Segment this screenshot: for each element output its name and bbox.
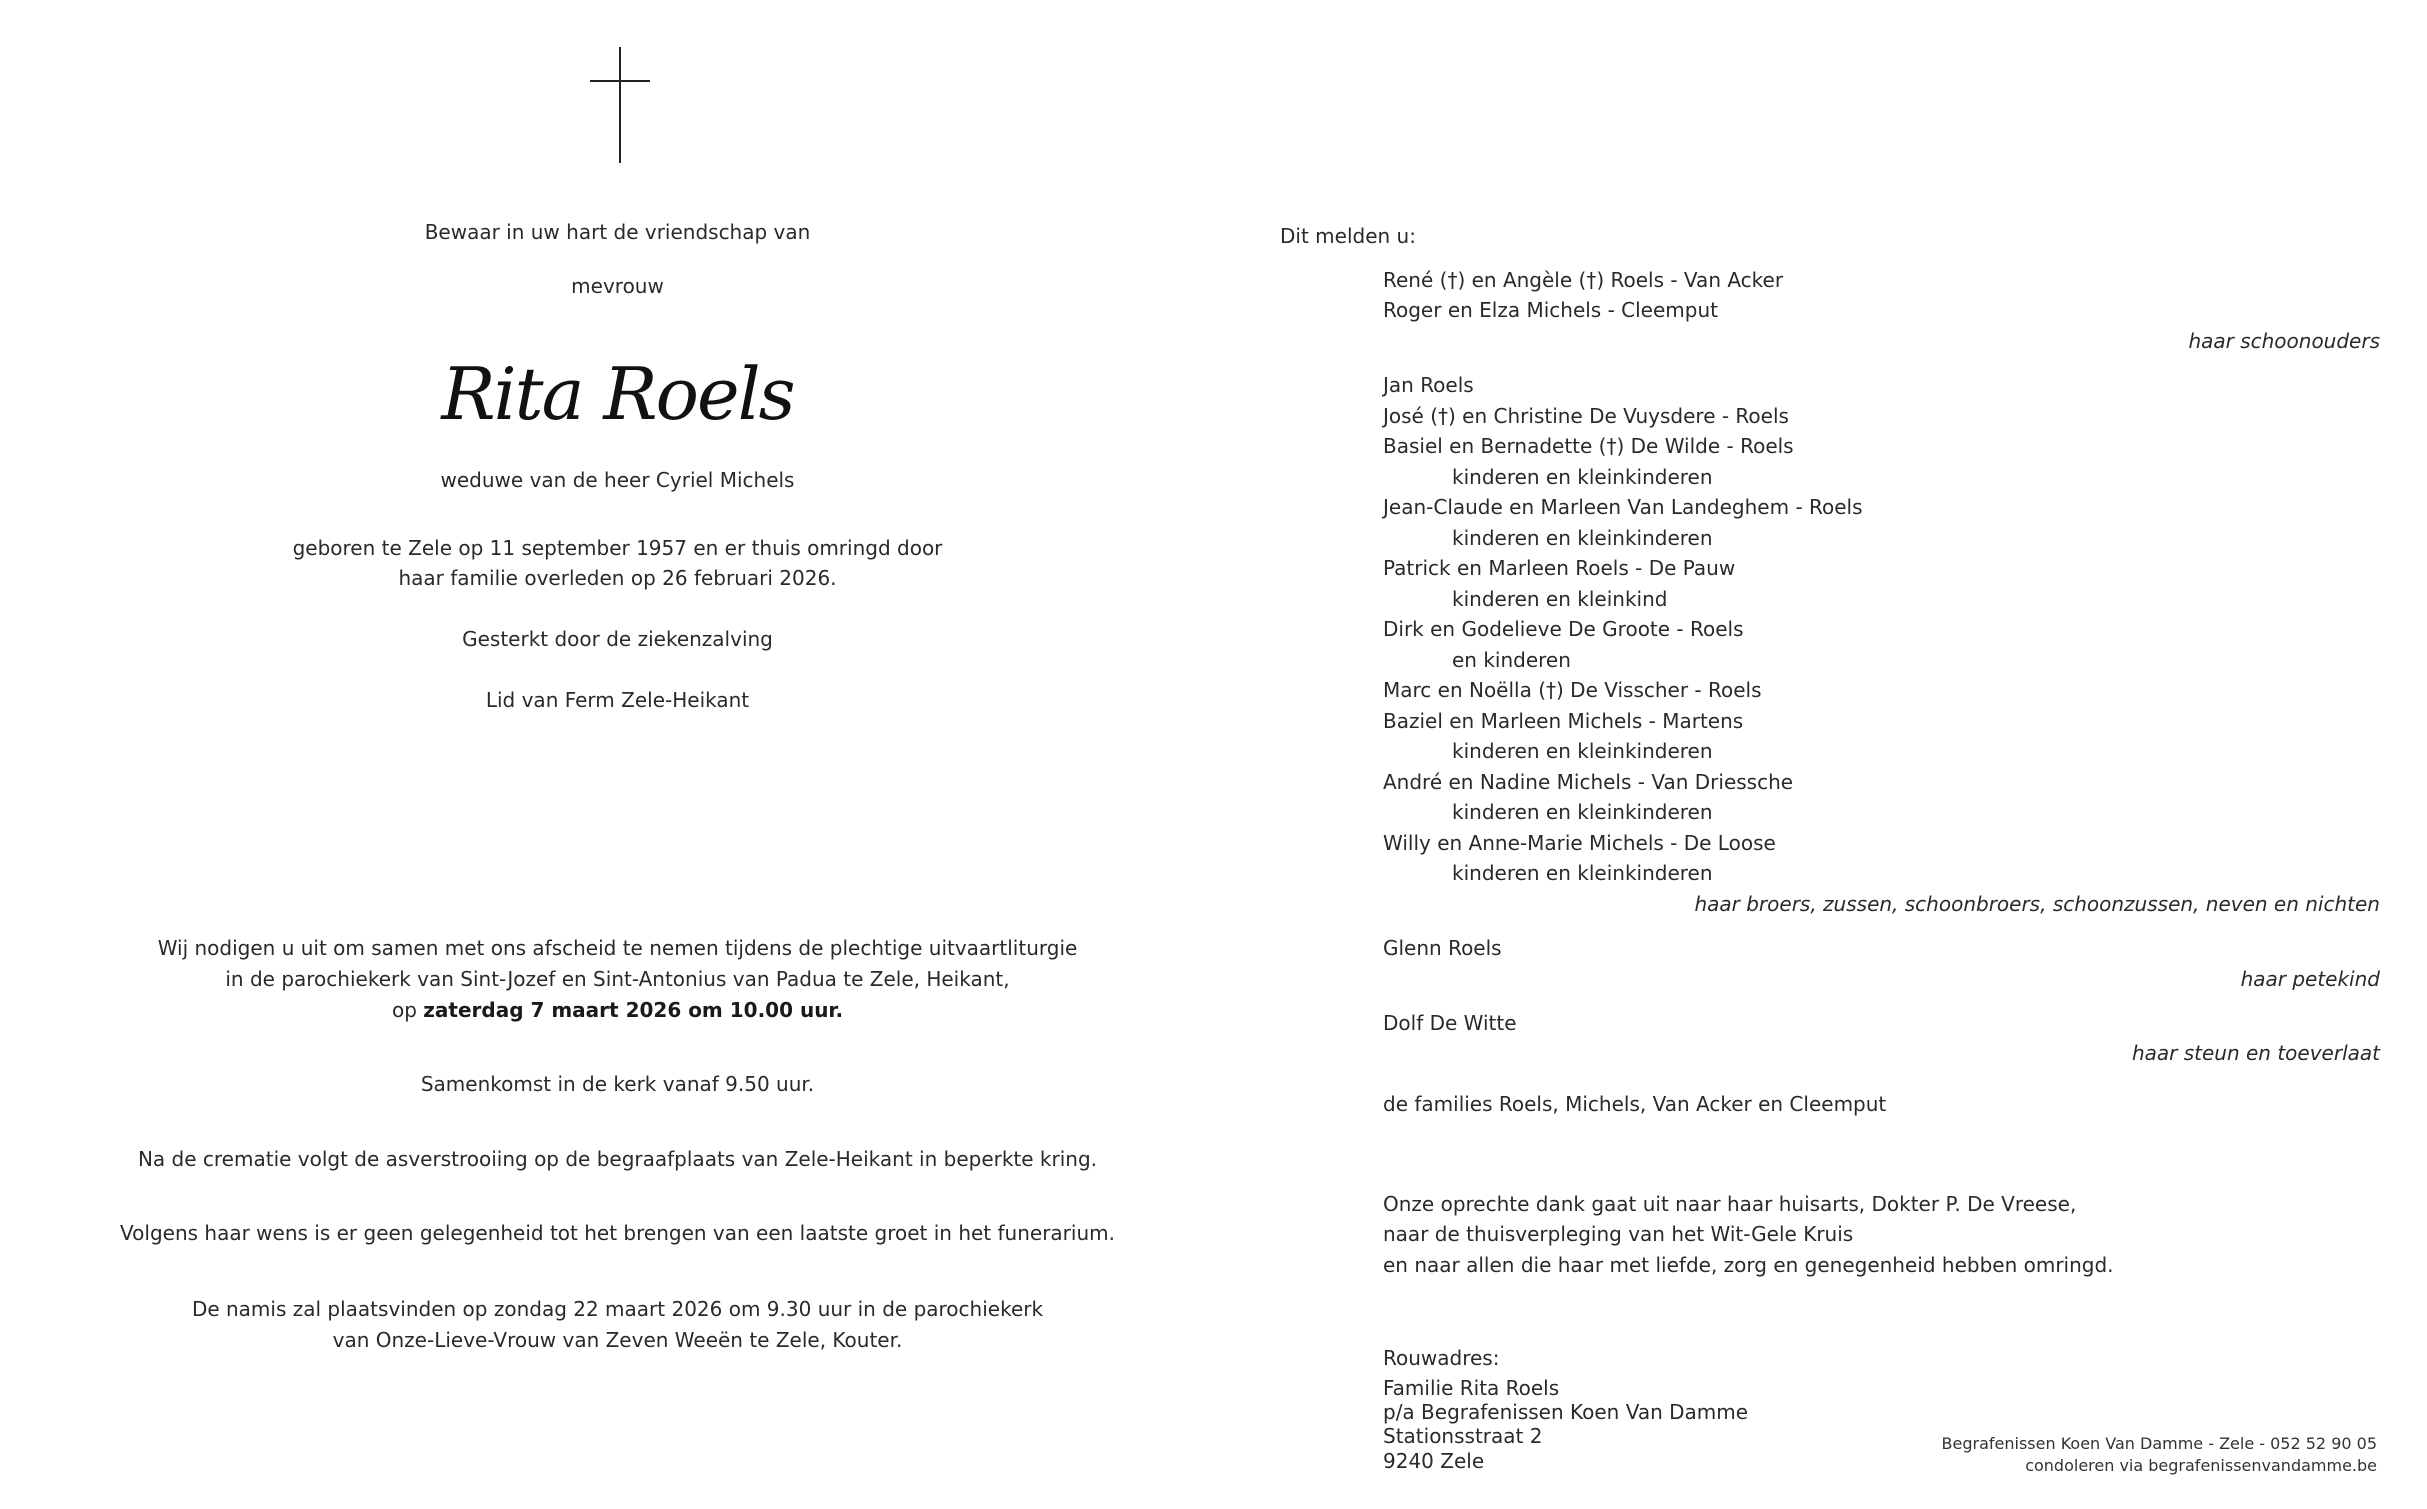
sibling-name: Patrick en Marleen Roels - De Pauw [1383,556,1736,580]
address-label: Rouwadres: [1383,1346,1500,1370]
condolence-link: condoleren via begrafenissenvandamme.be [2025,1456,2377,1475]
spouse-text: weduwe van de heer Cyriel Michels [440,468,795,492]
sibling-descendants: kinderen en kleinkinderen [1452,800,1713,824]
address-line: Stationsstraat 2 [1383,1424,1543,1448]
thanks-line-2: naar de thuisverpleging van het Wit-Gele Kruis [1383,1222,1854,1246]
mass-line-1: De namis zal plaatsvinden op zondag 22 maart 2026 om 9.30 uur in de parochiekerk [191,1297,1044,1321]
sibling-name: Baziel en Marleen Michels - Martens [1383,709,1744,733]
thanks-line-1: Onze oprechte dank gaat uit naar haar huisarts, Dokter P. De Vreese, [1383,1192,2077,1216]
sibling-descendants: kinderen en kleinkind [1452,587,1668,611]
born-line-1: geboren te Zele op 11 september 1957 en er thuis omringd door [292,536,943,560]
sibling-name: Marc en Noëlla (†) De Visscher - Roels [1383,678,1762,702]
godchild-name: Glenn Roels [1383,936,1502,960]
sibling-name: Basiel en Bernadette (†) De Wilde - Roels [1383,434,1794,458]
families-text: de families Roels, Michels, Van Acker en Cleemput [1383,1092,1887,1116]
born-line-2: haar familie overleden op 26 februari 2026. [398,566,837,590]
sibling-name: Jean-Claude en Marleen Van Landeghem - Roels [1383,495,1863,519]
sibling-descendants: kinderen en kleinkinderen [1452,861,1713,885]
sibling-name: André en Nadine Michels - Van Driessche [1383,770,1794,794]
sibling-name: Willy en Anne-Marie Michels - De Loose [1383,831,1776,855]
invite-line-3 [90,998,1145,1022]
parents-line-2: Roger en Elza Michels - Cleemput [1383,298,1718,322]
sibling-descendants: kinderen en kleinkinderen [1452,526,1713,550]
address-line: 9240 Zele [1383,1449,1485,1473]
invite-line-2: in de parochiekerk van Sint-Jozef en Sint-Antonius van Padua te Zele, Heikant, [225,967,1010,991]
mass-line-2: van Onze-Lieve-Vrouw van Zeven Weeën te Zele, Kouter. [332,1328,903,1352]
address-line: Familie Rita Roels [1383,1376,1560,1400]
cross-icon [590,47,650,163]
sibling-name: Jan Roels [1383,373,1474,397]
support-role: haar steun en toeverlaat [2131,1041,2380,1065]
sibling-name: José (†) en Christine De Vuysdere - Roels [1383,404,1789,428]
membership-text: Lid van Ferm Zele-Heikant [485,688,750,712]
support-name: Dolf De Witte [1383,1011,1517,1035]
invite-line-1: Wij nodigen u uit om samen met ons afscheid te nemen tijdens de plechtige uitvaartliturgie [157,936,1078,960]
invite-prefix: op [391,998,424,1022]
title-text: mevrouw [571,274,664,298]
sacrament-text: Gesterkt door de ziekenzalving [462,627,773,651]
gathering-text: Samenkomst in de kerk vanaf 9.50 uur. [420,1072,815,1096]
sibling-descendants: kinderen en kleinkinderen [1452,465,1713,489]
wish-text: Volgens haar wens is er geen gelegenheid tot het brengen van een laatste groet in het funerarium. [120,1221,1115,1245]
cremation-text: Na de crematie volgt de asverstrooiing op de begraafplaats van Zele-Heikant in beperkte kring. [137,1147,1098,1171]
sibling-descendants: en kinderen [1452,648,1571,672]
announce-intro: Dit melden u: [1280,224,1416,248]
funeral-datetime: zaterdag 7 maart 2026 om 10.00 uur. [423,998,844,1022]
sibling-name: Dirk en Godelieve De Groote - Roels [1383,617,1744,641]
intro-text: Bewaar in uw hart de vriendschap van [424,220,811,244]
sibling-descendants: kinderen en kleinkinderen [1452,739,1713,763]
funeral-home-contact: Begrafenissen Koen Van Damme - Zele - 052 52 90 05 [1941,1434,2377,1453]
thanks-line-3: en naar allen die haar met liefde, zorg en genegenheid hebben omringd. [1383,1253,2114,1277]
deceased-name: Rita Roels [441,352,794,436]
parents-role: haar schoonouders [2188,329,2380,353]
parents-line-1: René (†) en Angèle (†) Roels - Van Acker [1383,268,1784,292]
siblings-role: haar broers, zussen, schoonbroers, schoonzussen, neven en nichten [1694,892,2380,916]
godchild-role: haar petekind [2240,967,2380,991]
address-line: p/a Begrafenissen Koen Van Damme [1383,1400,1749,1424]
